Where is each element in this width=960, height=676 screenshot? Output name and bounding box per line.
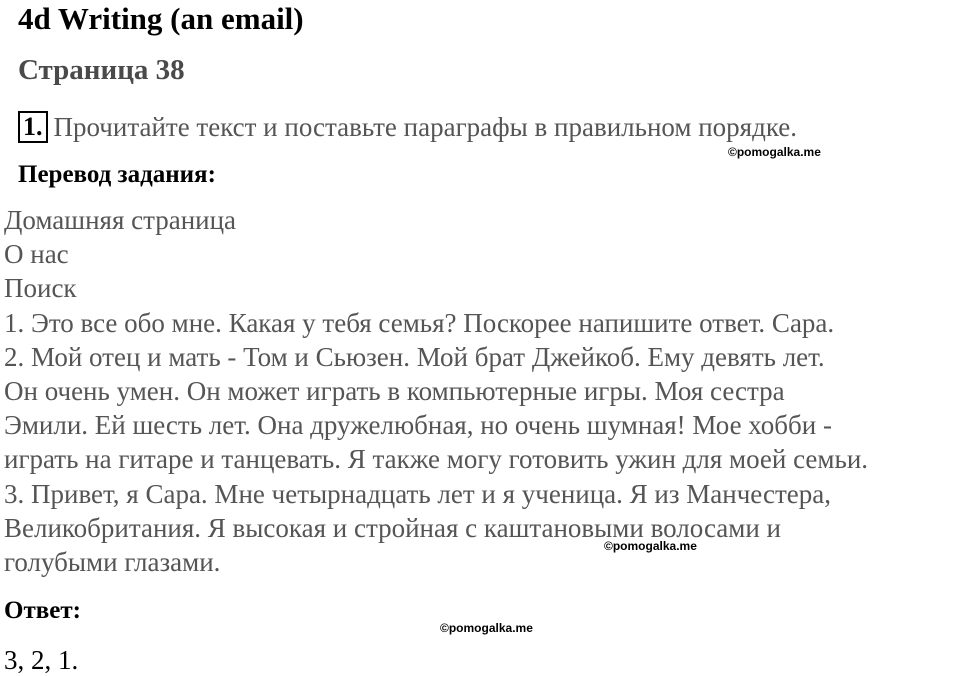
answer-text: 3, 2, 1. <box>4 645 79 675</box>
body-line: 1. Это все обо мне. Какая у тебя семья? Поскорее напишите ответ. Сара. <box>4 307 835 338</box>
task-instruction <box>18 111 797 143</box>
translation-heading: Перевод задания: <box>18 161 216 188</box>
watermark: ©pomogalka.me <box>728 145 821 159</box>
answer-heading: Ответ: <box>4 597 81 624</box>
page-title: 4d Writing (an email) <box>18 1 304 36</box>
watermark: ©pomogalka.me <box>440 621 533 635</box>
watermark: ©pomogalka.me <box>604 539 697 553</box>
task-text: Прочитайте текст и поставьте параграфы в правильном порядке. <box>53 112 798 142</box>
body-line: 3. Привет, я Сара. Мне четырнадцать лет и я ученица. Я из Манчестера, <box>4 478 831 509</box>
translation-body <box>4 203 868 579</box>
body-line: Великобритания. Я высокая и стройная с каштановыми волосами и <box>4 512 781 543</box>
body-line: О нас <box>4 239 69 270</box>
body-line: Домашняя страница <box>4 205 237 235</box>
body-line: 2. Мой отец и мать - Том и Сьюзен. Мой брат Джейкоб. Ему девять лет. <box>4 341 825 372</box>
task-number-badge: 1. <box>18 111 48 143</box>
page-number: Страница 38 <box>18 54 185 86</box>
body-line: Он очень умен. Он может играть в компьютерные игры. Моя сестра <box>4 376 785 407</box>
body-line: играть на гитаре и танцевать. Я также могу готовить ужин для моей семьи. <box>4 444 869 475</box>
body-line: Эмили. Ей шесть лет. Она дружелюбная, но очень шумная! Мое хобби - <box>4 410 832 441</box>
body-line: Поиск <box>4 273 77 304</box>
body-line: голубыми глазами. <box>4 547 221 578</box>
